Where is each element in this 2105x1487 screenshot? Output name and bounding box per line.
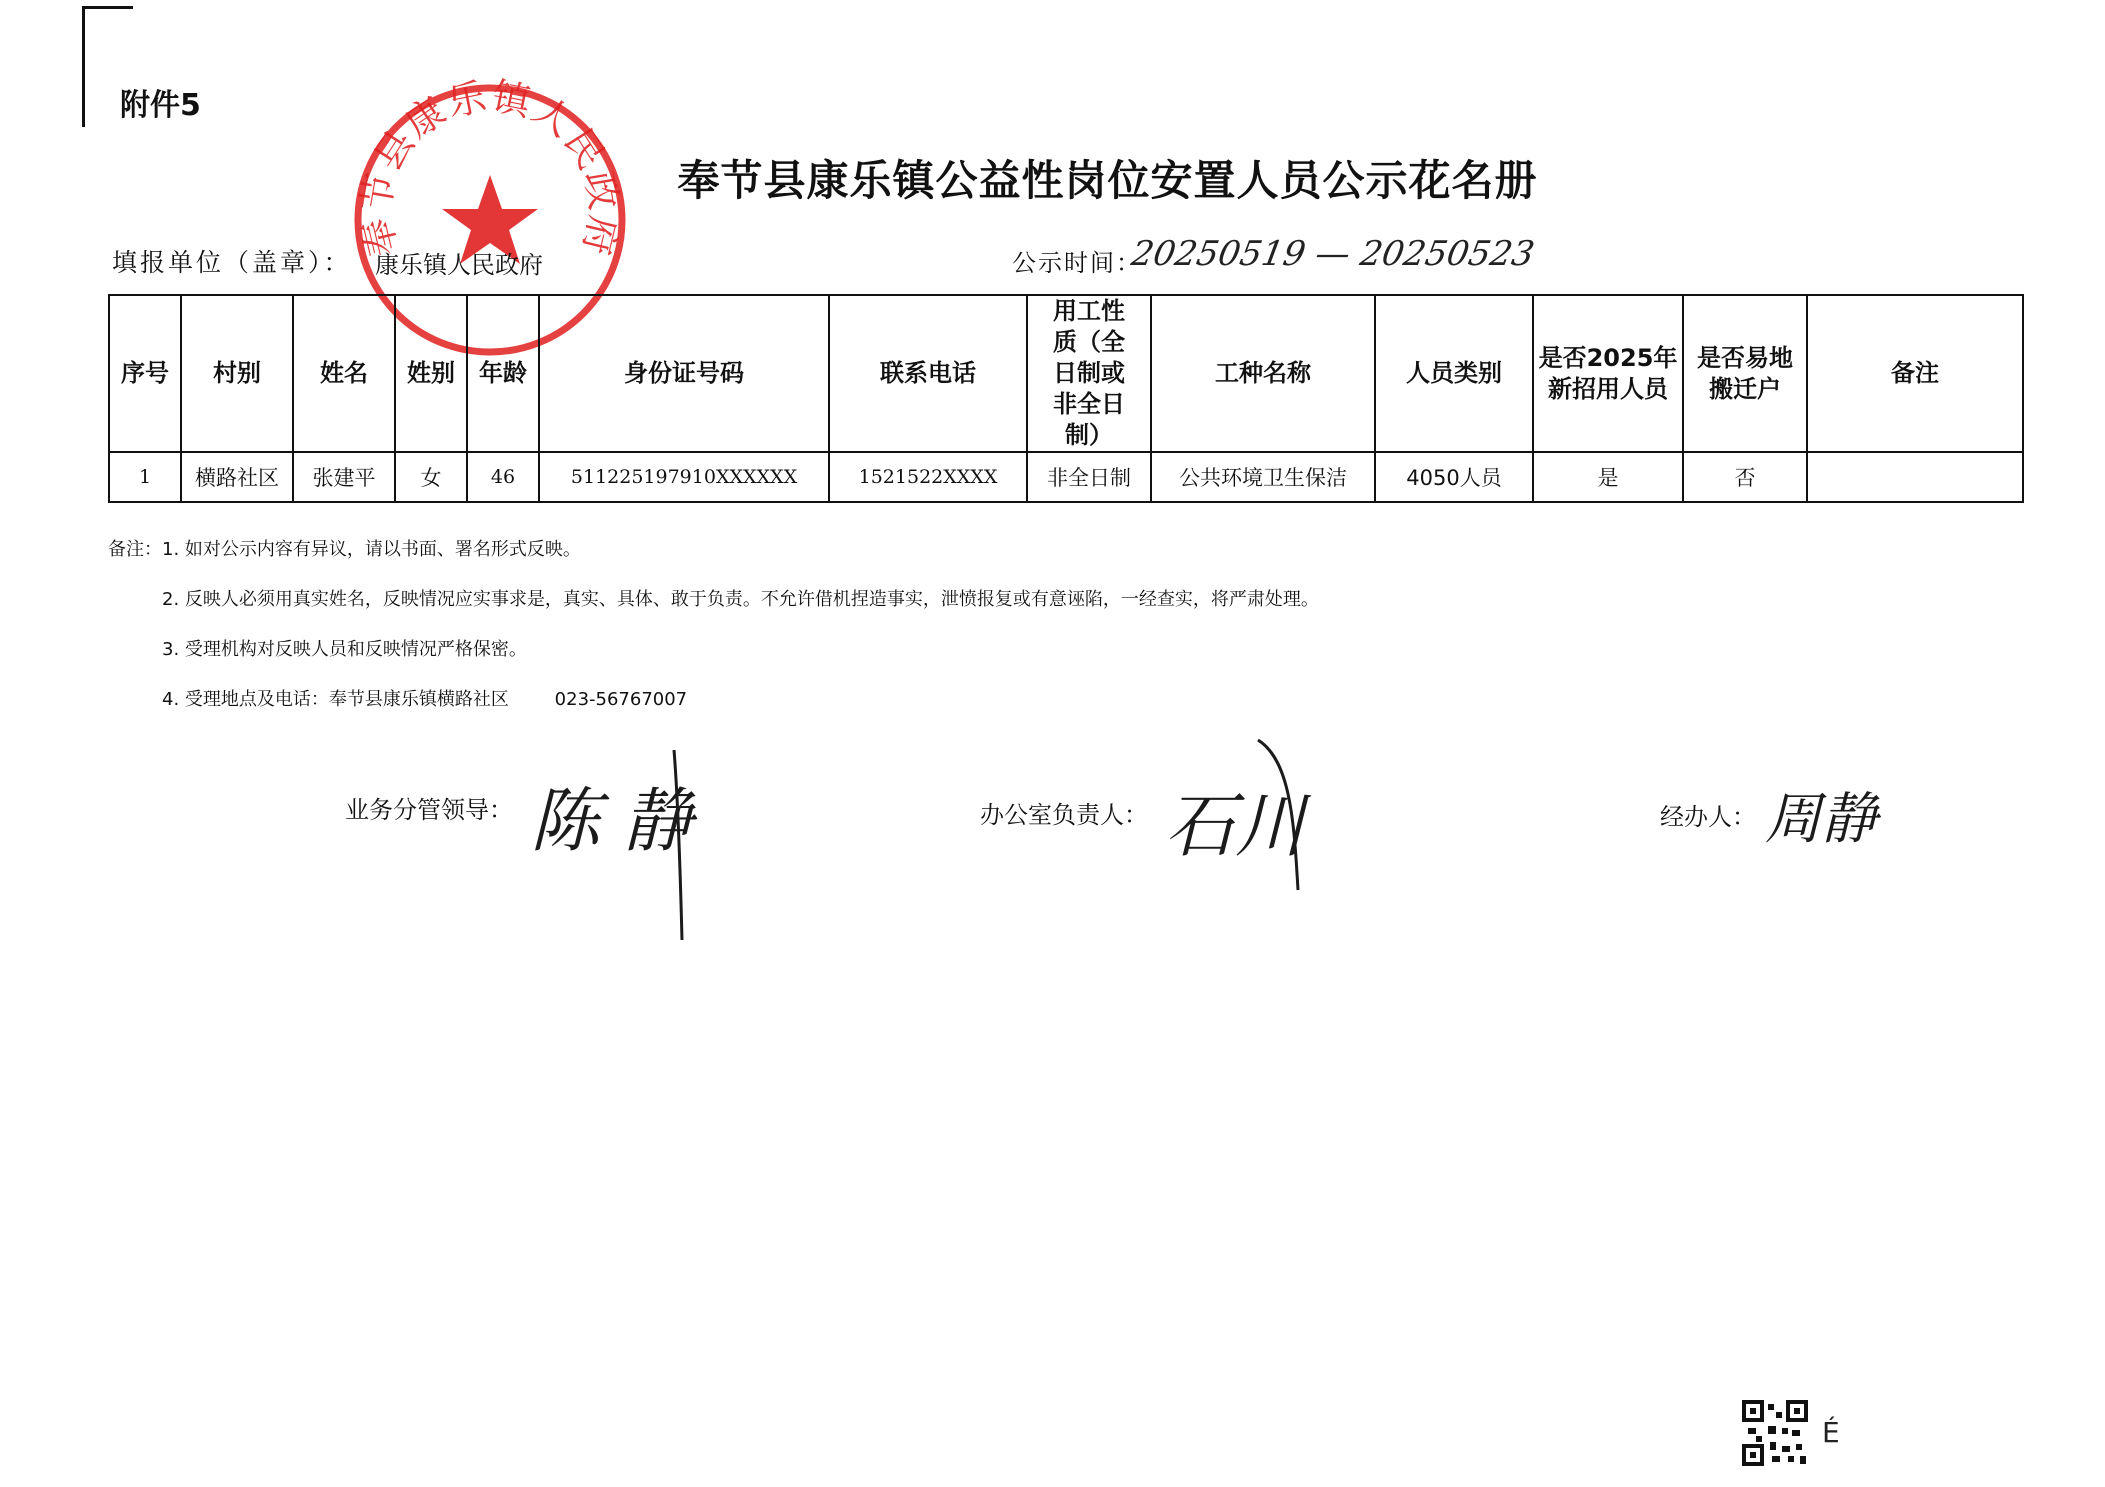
signature-stroke [660, 740, 700, 950]
roster-table [108, 294, 2024, 503]
handler-signature: 周静 [1765, 787, 1877, 852]
footer-mark: É [1822, 1416, 1840, 1449]
cell-new-hire-2025: 是 [1533, 452, 1683, 502]
cell-remark [1807, 452, 2023, 502]
cell-name: 张建平 [293, 452, 395, 502]
cell-person-category: 4050人员 [1375, 452, 1533, 502]
notice-time-value: 20250519 — 20250523 [1128, 234, 1538, 274]
handler-label: 经办人： [1660, 803, 1756, 831]
col-header-gender: 姓别 [395, 295, 467, 452]
note-4: 4. 受理地点及电话：奉节县康乐镇横路社区 023-56767007 [162, 689, 688, 710]
col-header-phone: 联系电话 [829, 295, 1027, 452]
col-header-employment-type: 用工性质（全日制或非全日制） [1027, 295, 1151, 452]
cell-employment-type: 非全日制 [1027, 452, 1151, 502]
page-title: 奉节县康乐镇公益性岗位安置人员公示花名册 [677, 156, 1538, 205]
col-header-id-number: 身份证号码 [539, 295, 829, 452]
table-header-row [109, 295, 2023, 452]
notice-time-label: 公示时间： [1012, 249, 1142, 277]
col-header-new-hire-2025: 是否2025年新招用人员 [1533, 295, 1683, 452]
cell-job-name: 公共环境卫生保洁 [1151, 452, 1375, 502]
fill-unit-label: 填报单位（盖章）： [112, 248, 352, 277]
col-header-seq: 序号 [109, 295, 181, 452]
col-header-name: 姓名 [293, 295, 395, 452]
note-2: 2. 反映人必须用真实姓名，反映情况应实事求是，真实、具体、敢于负责。不允许借机捏造事实，泄愤报复或有意诬陷，一经查实，将严肃处理。 [162, 589, 1319, 610]
col-header-job-name: 工种名称 [1151, 295, 1375, 452]
attachment-label: 附件5 [120, 88, 201, 123]
leader-label: 业务分管领导： [345, 796, 513, 824]
col-header-age: 年龄 [467, 295, 539, 452]
col-header-remark: 备注 [1807, 295, 2023, 452]
leader-signature: 陈 静 [530, 780, 693, 862]
col-header-relocation: 是否易地搬迁户 [1683, 295, 1807, 452]
col-header-village: 村别 [181, 295, 293, 452]
seal-text: 奉节县康乐镇人民政府 [353, 75, 627, 261]
note-3: 3. 受理机构对反映人员和反映情况严格保密。 [162, 639, 527, 660]
cell-age: 46 [467, 452, 539, 502]
signature-stroke [1250, 730, 1310, 900]
cell-phone: 1521522XXXX [829, 452, 1027, 502]
table-row [109, 452, 2023, 502]
col-header-person-category: 人员类别 [1375, 295, 1533, 452]
office-label: 办公室负责人： [980, 801, 1148, 829]
fill-unit-value: 康乐镇人民政府 [375, 251, 543, 279]
note-1: 备注：1. 如对公示内容有异议，请以书面、署名形式反映。 [108, 539, 581, 560]
cell-gender: 女 [395, 452, 467, 502]
office-signature: 石川 [1165, 785, 1305, 867]
cell-seq: 1 [109, 452, 181, 502]
cell-relocation: 否 [1683, 452, 1807, 502]
qr-code-icon [1742, 1400, 1808, 1466]
cell-id-number: 511225197910XXXXXX [539, 452, 829, 502]
cell-village: 横路社区 [181, 452, 293, 502]
